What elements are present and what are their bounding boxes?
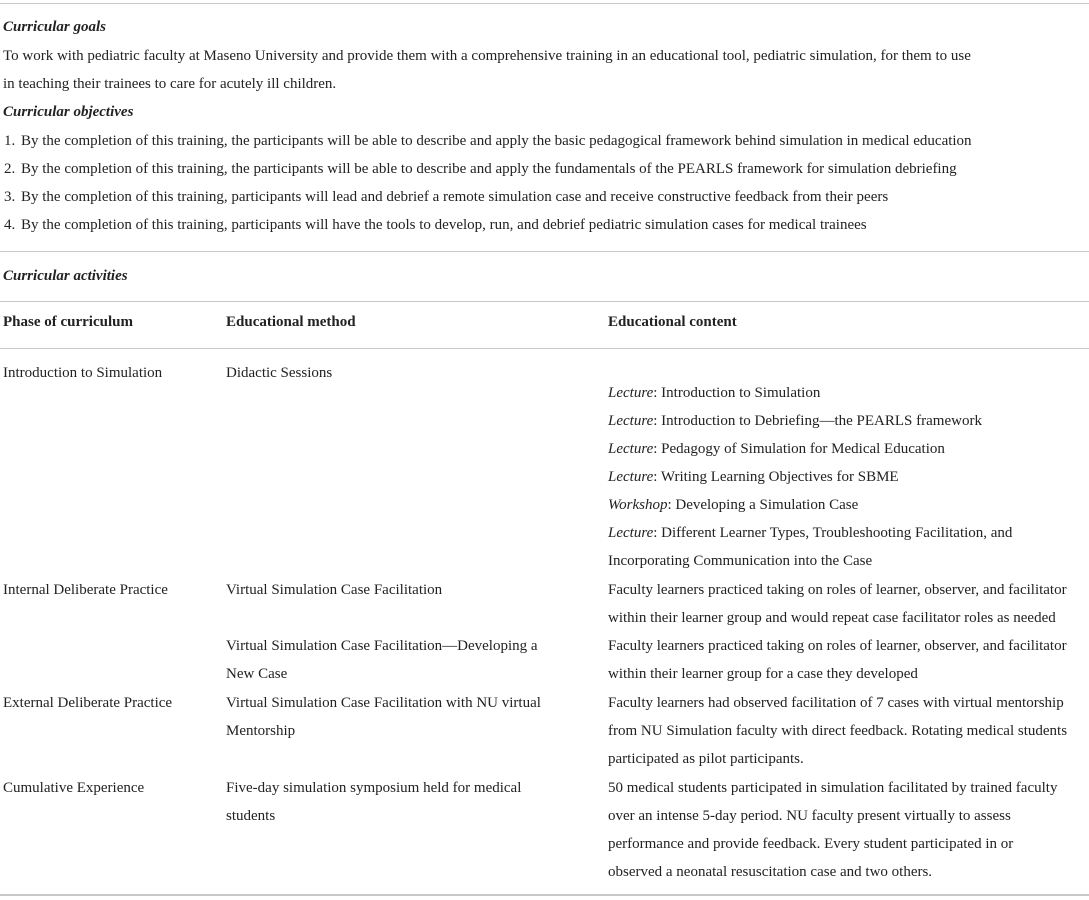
content-line: 50 medical students participated in simulation facilitated by trained faculty [608,780,1058,796]
objective-text: By the completion of this training, the participants will be able to describe and apply the fundamentals of the PEARLS framework for simulation debriefing [21,161,957,177]
content-line: Faculty learners practiced taking on roles of learner, observer, and facilitator [608,582,1067,598]
phase-cell: Internal Deliberate Practice [3,582,168,598]
content-line: Lecture: Introduction to Debriefing—the PEARLS framework [608,413,982,429]
content-line: Lecture: Writing Learning Objectives for SBME [608,469,899,485]
section-rule [0,251,1089,252]
content-line: performance and provide feedback. Every student participated in or [608,836,1014,852]
method-cell: Virtual Simulation Case Facilitation [226,582,443,598]
activities-title: Curricular activities [3,268,128,284]
content-line: within their learner group for a case they developed [608,666,918,682]
method-cell: Five-day simulation symposium held for medical [226,780,522,796]
method-cell: Didactic Sessions [226,365,333,381]
content-line: Lecture: Introduction to Simulation [608,385,821,401]
content-line: participated as pilot participants. [608,751,804,767]
objective-text: By the completion of this training, participants will lead and debrief a remote simulation case and receive constructive feedback from their peers [21,189,889,205]
objective-number: 4. [4,217,16,233]
header-bottom-rule [0,348,1089,349]
objective-number: 1. [4,133,16,149]
content-line: Faculty learners practiced taking on roles of learner, observer, and facilitator [608,638,1067,654]
objective-number: 3. [4,189,16,205]
column-header-content: Educational content [608,314,737,330]
bottom-rule [0,894,1089,896]
objectives-title: Curricular objectives [3,104,134,120]
method-cell: New Case [226,666,288,682]
content-line: from NU Simulation faculty with direct feedback. Rotating medical students [608,723,1068,739]
content-line: Incorporating Communication into the Case [608,553,873,569]
objective-text: By the completion of this training, the participants will be able to describe and apply the basic pedagogical framework behind simulation in medical education [21,133,972,149]
phase-cell: Introduction to Simulation [3,365,163,381]
content-line: Lecture: Different Learner Types, Troubleshooting Facilitation, and [608,525,1013,541]
column-header-method: Educational method [226,314,356,330]
content-line: Workshop: Developing a Simulation Case [608,497,859,513]
header-top-rule [0,301,1089,302]
content-line: Faculty learners had observed facilitation of 7 cases with virtual mentorship [608,695,1064,711]
content-line: within their learner group and would repeat case facilitator roles as needed [608,610,1056,626]
content-line: over an intense 5-day period. NU faculty present virtually to assess [608,808,1011,824]
objective-text: By the completion of this training, participants will have the tools to develop, run, and debrief pediatric simulation cases for medical trainees [21,217,867,233]
goals-title: Curricular goals [3,19,106,35]
goals-text-line-2: in teaching their trainees to care for acutely ill children. [3,76,337,92]
objective-number: 2. [4,161,16,177]
column-header-phase: Phase of curriculum [3,314,133,330]
method-cell: Virtual Simulation Case Facilitation with NU virtual [226,695,541,711]
method-cell: students [226,808,276,824]
content-line: Lecture: Pedagogy of Simulation for Medical Education [608,441,945,457]
content-line: observed a neonatal resuscitation case and two others. [608,864,933,880]
goals-text-line-1: To work with pediatric faculty at Maseno University and provide them with a comprehensive training in an educational tool, pediatric simulation, for them to use [3,48,971,64]
phase-cell: Cumulative Experience [3,780,145,796]
phase-cell: External Deliberate Practice [3,695,173,711]
method-cell: Virtual Simulation Case Facilitation—Developing a [226,638,538,654]
method-cell: Mentorship [226,723,296,739]
top-rule [0,3,1089,4]
